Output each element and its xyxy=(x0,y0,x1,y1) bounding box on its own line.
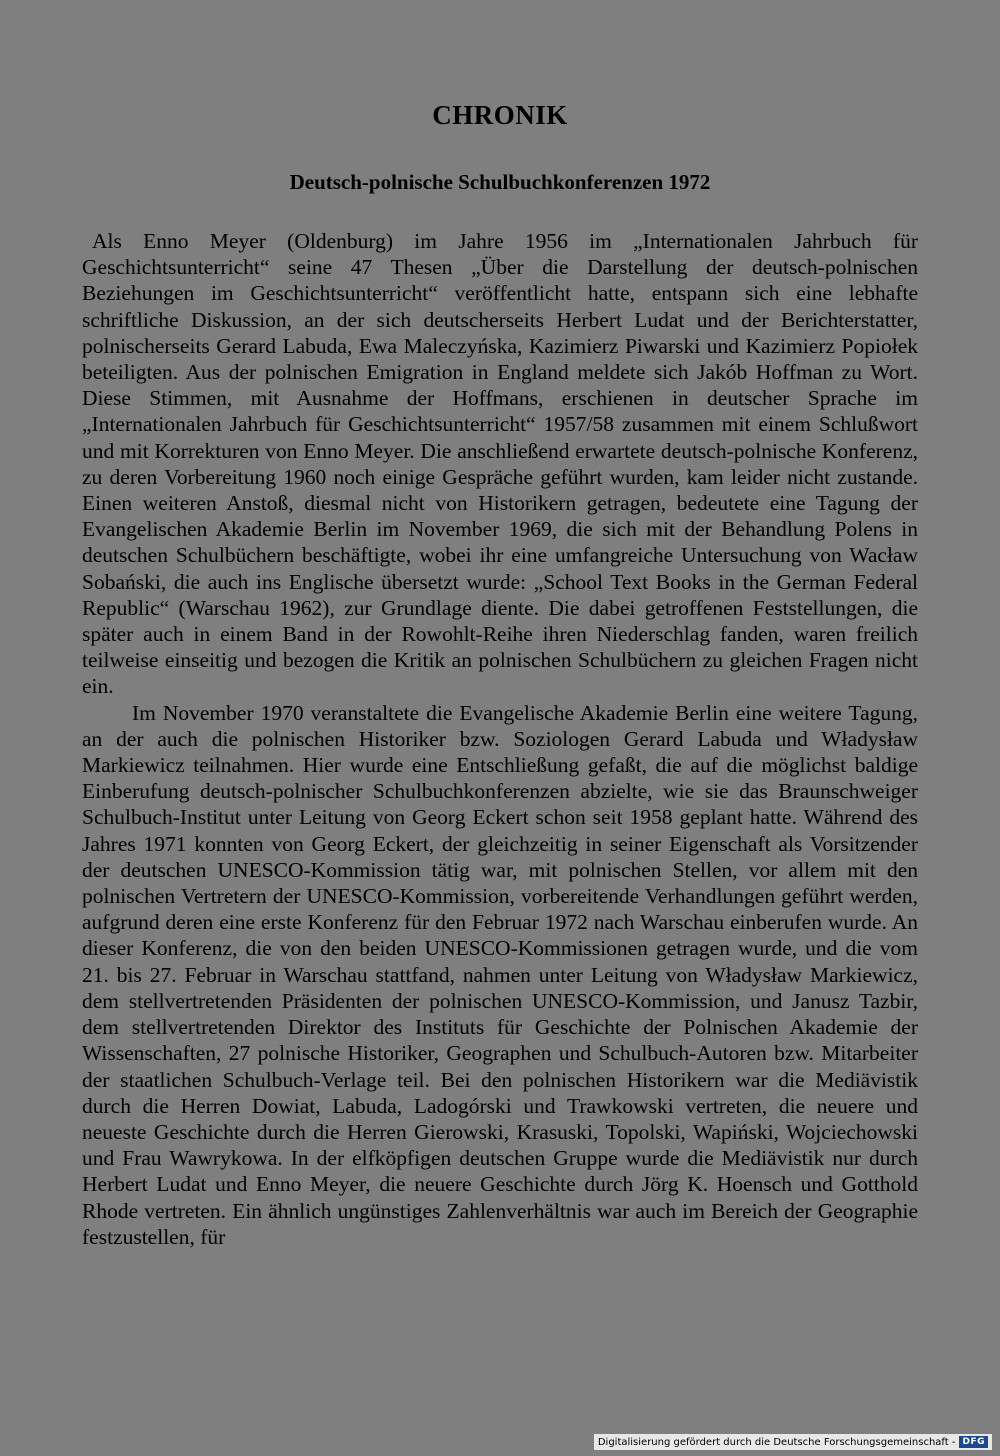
article-body xyxy=(82,228,918,1250)
digitization-credit xyxy=(594,1434,992,1450)
paragraph: Als Enno Meyer (Oldenburg) im Jahre 1956 im „Internationalen Jahrbuch für Geschichtsunterricht“ seine 47 Thesen „Über die Darstellung der deutsch-polnischen Beziehungen im Geschichtsunterricht“ veröffentlicht hatte, entspann sich eine lebhafte schriftliche Diskussion, an der sich deutscherseits Herbert Ludat und der Berichterstatter, polnischerseits Gerard Labuda, Ewa Maleczyńska, Kazimierz Piwarski und Kazimierz Popiołek beteiligten. Aus der polnischen Emigration in England meldete sich Jakób Hoffman zu Wort. Diese Stimmen, mit Ausnahme der Hoffmans, erschienen in deutscher Sprache im „Internationalen Jahrbuch für Geschichtsunterricht“ 1957/58 zusammen mit einem Schlußwort und mit Korrekturen von Enno Meyer. Die anschließend erwartete deutsch-polnische Konferenz, zu deren Vorbereitung 1960 noch einige Gespräche geführt wurden, kam leider nicht zustande. Einen weiteren Anstoß, diesmal nicht von Historikern getragen, bedeutete eine Tagung der Evangelischen Akademie Berlin im November 1969, die sich mit der Behandlung Polens in deutschen Schulbüchern beschäftigte, wobei ihr eine umfangreiche Untersuchung von Wacław Sobański, die auch ins Englische übersetzt wurde: „School Text Books in the German Federal Republic“ (Warschau 1962), zur Grundlage diente. Die dabei getroffenen Feststellungen, die später auch in einem Band in der Rowohlt-Reihe ihren Niederschlag fanden, waren freilich teilweise einseitig und bezogen die Kritik an polnischen Schulbüchern zu gleichen Fragen nicht ein. xyxy=(82,229,918,699)
page-heading: CHRONIK xyxy=(432,100,568,130)
credit-text: Digitalisierung gefördert durch die Deutsche Forschungsgemeinschaft - xyxy=(597,1436,956,1448)
paragraph: Im November 1970 veranstaltete die Evangelische Akademie Berlin eine weitere Tagung, an der auch die polnischen Historiker bzw. Soziologen Gerard Labuda und Władysław Markiewicz teilnahmen. Hier wurde eine Entschließung gefaßt, die auf die möglichst baldige Einberufung deutsch-polnischer Schulbuchkonferenzen abzielte, wie sie das Braunschweiger Schulbuch-Institut unter Leitung von Georg Eckert schon seit 1958 geplant hatte. Während des Jahres 1971 konnten von Georg Eckert, der gleichzeitig in seiner Eigenschaft als Vorsitzender der deutschen UNESCO-Kommission tätig war, mit polnischen Stellen, vor allem mit den polnischen Vertretern der UNESCO-Kommission, vorbereitende Verhandlungen geführt werden, aufgrund deren eine erste Konferenz für den Februar 1972 nach Warschau einberufen wurde. An dieser Konferenz, die von den beiden UNESCO-Kommissionen getragen wurde, und die vom 21. bis 27. Februar in Warschau stattfand, nahmen unter Leitung von Władysław Markiewicz, dem stellvertretenden Präsidenten der polnischen UNESCO-Kommission, und Janusz Tazbir, dem stellvertretenden Direktor des Instituts für Geschichte der Polnischen Akademie der Wissenschaften, 27 polnische Historiker, Geographen und Schulbuch-Autoren bzw. Mitarbeiter der staatlichen Schulbuch-Verlage teil. Bei den polnischen Historikern war die Mediävistik durch die Herren Dowiat, Labuda, Ladogórski und Trawkowski vertreten, die neuere und neueste Geschichte durch die Herren Gierowski, Krasuski, Topolski, Wapiński, Wojciechowski und Frau Wawrykowa. In der elfköpfigen deutschen Gruppe wurde die Mediävistik nur durch Herbert Ludat und Enno Meyer, die neuere Geschichte durch Jörg K. Hoensch und Gotthold Rhode vertreten. Ein ähnlich ungünstiges Zahlenverhältnis war auch im Bereich der Geographie festzustellen, für xyxy=(82,700,918,1249)
article-title: Deutsch-polnische Schulbuchkonferenzen 1972 xyxy=(289,170,711,194)
dfg-logo-icon: DFG xyxy=(959,1436,988,1448)
